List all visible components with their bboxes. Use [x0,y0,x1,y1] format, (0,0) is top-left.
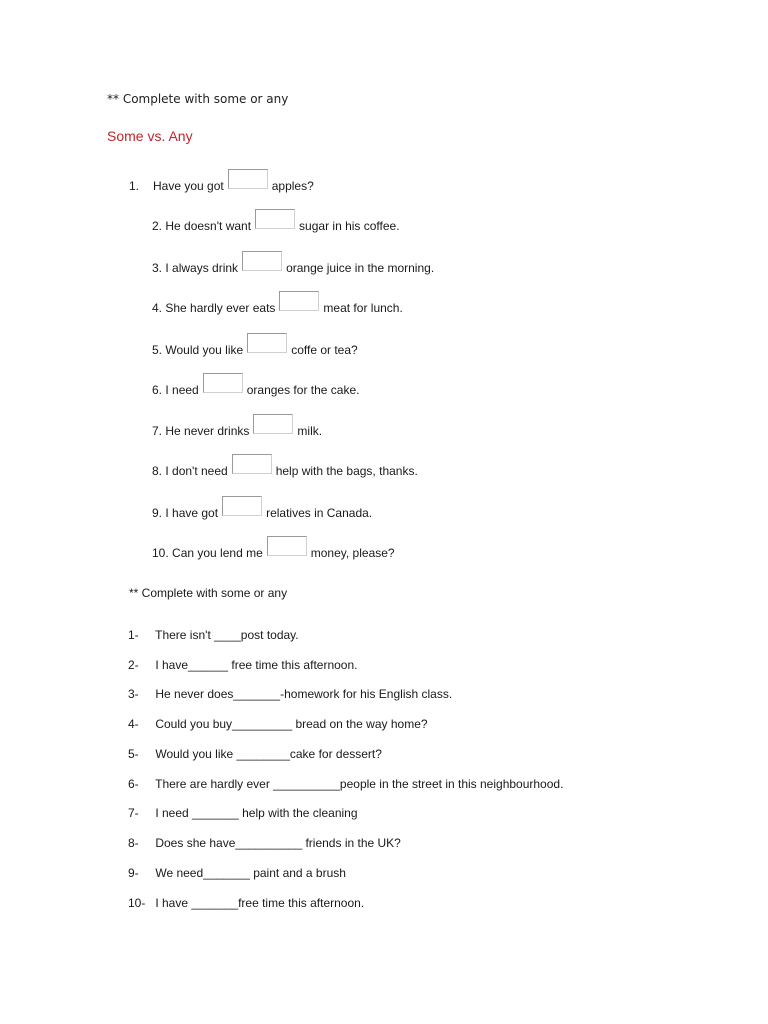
exercise-item-4 [128,717,428,731]
exercise-item-10 [128,896,364,910]
answer-input-3[interactable] [242,251,282,271]
question-number: 8. [152,464,163,478]
question-number: 9. [152,506,163,520]
item-text: Could you buy_________ bread on the way home? [155,717,428,731]
item-number: 9- [128,866,139,880]
exercise-item-8 [128,836,401,850]
question-5 [152,332,358,358]
answer-input-6[interactable] [203,373,243,393]
exercise-item-5 [128,747,382,761]
question-text-before: I need [165,383,199,397]
question-number: 4. [152,301,163,315]
question-text-after: money, please? [310,546,395,560]
exercise-item-3 [128,687,452,701]
item-text: We need_______ paint and a brush [155,866,346,880]
question-2 [152,208,400,234]
item-number: 1- [128,628,139,642]
item-text: Does she have__________ friends in the UK? [155,836,401,850]
item-text: There are hardly ever __________people in the street in this neighbourhood. [155,777,564,791]
item-text: I have _______free time this afternoon. [155,896,365,910]
question-3 [152,250,434,276]
question-number: 6. [152,383,163,397]
item-number: 5- [128,747,139,761]
instruction-heading-2: ** Complete with some or any [129,586,288,600]
instruction-heading-1: ** Complete with some or any [107,92,289,106]
answer-input-1[interactable] [228,169,268,189]
question-text-after: sugar in his coffee. [299,219,400,233]
question-text-after: coffe or tea? [291,343,358,357]
question-text-before: He never drinks [165,424,250,438]
answer-input-8[interactable] [232,454,272,474]
question-number: 10. [152,546,169,560]
answer-input-10[interactable] [267,536,307,556]
question-text-after: milk. [297,424,323,438]
question-text-before: He doesn't want [165,219,252,233]
section-title: Some vs. Any [107,128,193,144]
question-text-before: I always drink [165,261,239,275]
item-text: I need _______ help with the cleaning [155,806,358,820]
item-number: 8- [128,836,139,850]
item-text: I have______ free time this afternoon. [155,658,358,672]
answer-input-7[interactable] [253,414,293,434]
question-number: 5. [152,343,163,357]
question-text-before: Have you got [153,179,224,193]
question-text-before: I don't need [165,464,228,478]
answer-input-2[interactable] [255,209,295,229]
item-text: Would you like ________cake for dessert? [155,747,382,761]
item-number: 2- [128,658,139,672]
question-number: 2. [152,219,163,233]
exercise-item-7 [128,806,358,820]
exercise-item-6 [128,777,563,791]
question-number: 1. [129,179,140,193]
exercise-item-1 [128,628,299,642]
question-text-before: Would you like [165,343,244,357]
answer-input-5[interactable] [247,333,287,353]
question-4 [152,290,403,316]
question-1 [129,168,314,194]
question-7 [152,413,322,439]
question-text-after: orange juice in the morning. [286,261,435,275]
answer-input-9[interactable] [222,496,262,516]
question-text-before: She hardly ever eats [165,301,276,315]
question-text-before: I have got [165,506,219,520]
question-6 [152,372,359,398]
item-number: 10- [128,896,146,910]
item-text: He never does_______-homework for his English class. [155,687,453,701]
question-8 [152,453,418,479]
exercise-item-9 [128,866,346,880]
question-text-before: Can you lend me [172,546,263,560]
question-10 [152,535,395,561]
question-9 [152,495,372,521]
question-text-after: help with the bags, thanks. [275,464,418,478]
question-text-after: relatives in Canada. [266,506,373,520]
item-number: 6- [128,777,139,791]
question-text-after: meat for lunch. [323,301,403,315]
question-text-after: oranges for the cake. [246,383,360,397]
item-number: 7- [128,806,139,820]
item-number: 3- [128,687,139,701]
question-text-after: apples? [271,179,314,193]
question-number: 3. [152,261,163,275]
item-text: There isn't ____post today. [155,628,299,642]
exercise-item-2 [128,658,357,672]
answer-input-4[interactable] [279,291,319,311]
item-number: 4- [128,717,139,731]
question-number: 7. [152,424,163,438]
